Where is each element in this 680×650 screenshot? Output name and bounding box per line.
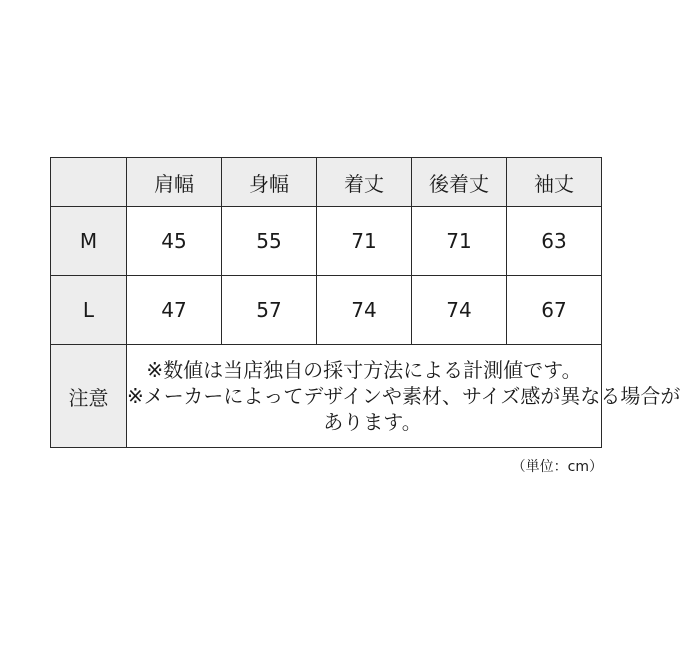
note-line: ※メーカーによってデザインや素材、サイズ感が異なる場合が <box>127 384 680 408</box>
table-row <box>51 276 602 345</box>
header-chest: 身幅 <box>222 158 317 207</box>
table-cell: 71 <box>412 207 507 276</box>
size-label: M <box>51 207 127 276</box>
size-label: L <box>51 276 127 345</box>
table-cell: 67 <box>507 276 602 345</box>
table-cell: 47 <box>127 276 222 345</box>
table-cell: 74 <box>412 276 507 345</box>
header-length: 着丈 <box>317 158 412 207</box>
table-cell: 63 <box>507 207 602 276</box>
note-text <box>127 345 680 448</box>
corner-cell <box>51 158 127 207</box>
table-cell: 45 <box>127 207 222 276</box>
note-row <box>51 345 602 448</box>
table-cell: 71 <box>317 207 412 276</box>
header-row <box>51 158 602 207</box>
note-label: 注意 <box>51 345 127 448</box>
header-back-length: 後着丈 <box>412 158 507 207</box>
table-cell: 57 <box>222 276 317 345</box>
header-shoulder: 肩幅 <box>127 158 222 207</box>
header-sleeve: 袖丈 <box>507 158 602 207</box>
unit-label: （単位：cm） <box>511 459 603 475</box>
note-line: あります。 <box>323 410 422 434</box>
size-table <box>50 157 680 448</box>
note-line: ※数値は当店独自の採寸方法による計測値です。 <box>146 358 582 382</box>
table-cell: 55 <box>222 207 317 276</box>
table-cell: 74 <box>317 276 412 345</box>
table-row <box>51 207 602 276</box>
